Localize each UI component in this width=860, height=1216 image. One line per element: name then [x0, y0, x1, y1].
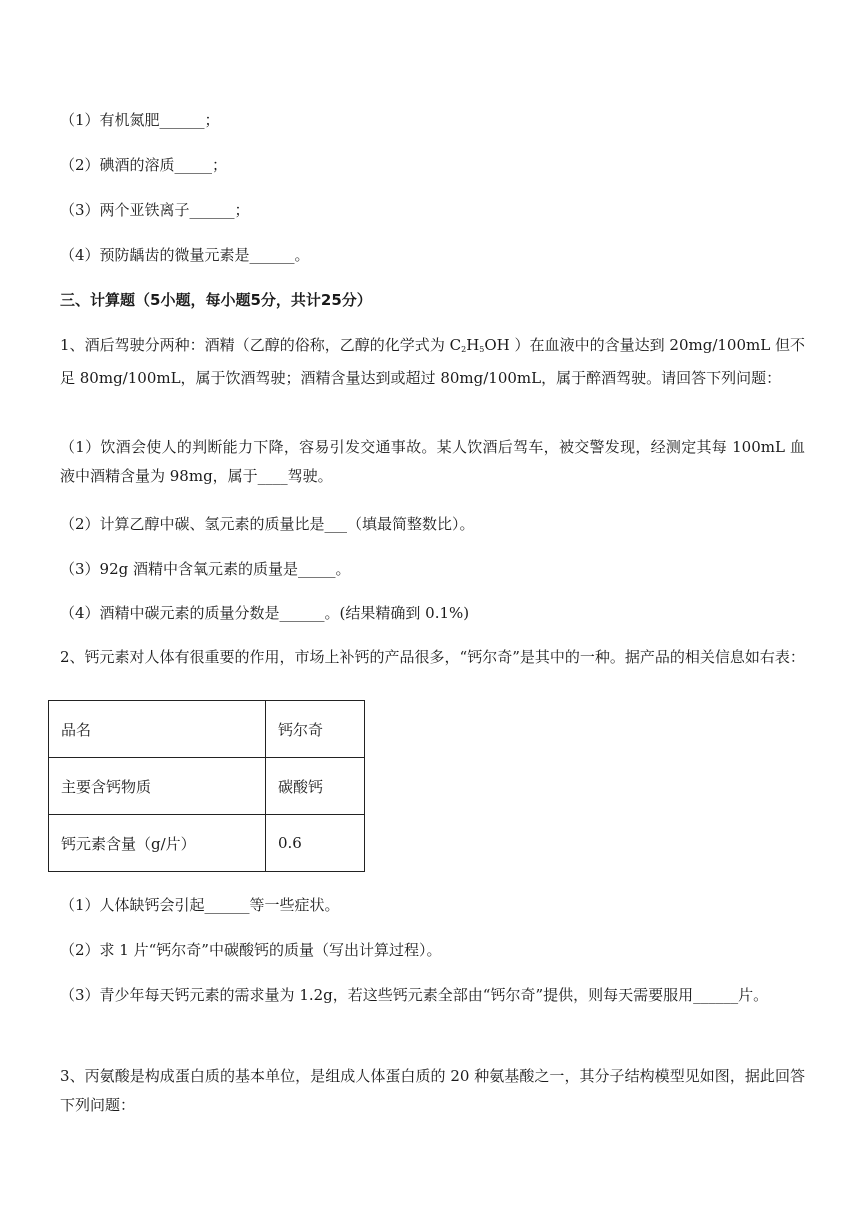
section-3-heading: 三、计算题（5小题，每小题5分，共计25分）: [60, 291, 372, 309]
table-cell: 0.6: [266, 815, 365, 872]
q1-sub-2: 5: [479, 345, 485, 354]
table-row: [49, 701, 365, 758]
q1-sub-1: 2: [461, 345, 467, 354]
question-1-part-2: （2）计算乙醇中碳、氢元素的质量比是___（填最简整数比）。: [60, 515, 475, 533]
question-3-stem: 3、丙氨酸是构成蛋白质的基本单位，是组成人体蛋白质的 20 种氨基酸之一，其分子结构模型见如图，据此回答下列问题：: [60, 1067, 805, 1114]
part2-item-2: （2）碘酒的溶质_____；: [60, 156, 228, 174]
table-cell: 主要含钙物质: [49, 758, 266, 815]
table-cell: 钙元素含量（g/片）: [49, 815, 266, 872]
question-2-part-1: （1）人体缺钙会引起______等一些症状。: [60, 896, 340, 914]
question-2-stem: 2、钙元素对人体有很重要的作用，市场上补钙的产品很多，“钙尔奇”是其中的一种。据产品的相关信息如右表：: [60, 648, 805, 666]
q1-text-c: OH ）在血液中的含量达到 20mg/100mL 但不足 80mg/100mL，属于饮酒驾驶；酒精含量达到或超过 80mg/100mL，属于醉酒驾驶。请回答下列问题：: [60, 336, 805, 387]
question-1-part-1: （1）饮酒会使人的判断能力下降，容易引发交通事故。某人饮酒后驾车，被交警发现，经测定其每 100mL 血液中酒精含量为 98mg，属于____驾驶。: [60, 438, 805, 485]
question-1-stem: [60, 331, 805, 393]
q1-text-a: 1、酒后驾驶分两种：酒精（乙醇的俗称，乙醇的化学式为 C: [60, 336, 462, 354]
q1-text-b: H: [466, 336, 480, 354]
part2-item-1: （1）有机氮肥______；: [60, 111, 220, 129]
question-1-part-4: （4）酒精中碳元素的质量分数是______。(结果精确到 0.1%): [60, 604, 470, 622]
table-cell: 碳酸钙: [266, 758, 365, 815]
table-row: [49, 815, 365, 872]
table-cell: 品名: [49, 701, 266, 758]
question-2-part-2: （2）求 1 片“钙尔奇”中碳酸钙的质量（写出计算过程）。: [60, 941, 442, 959]
table-cell: 钙尔奇: [266, 701, 365, 758]
table-row: [49, 758, 365, 815]
product-info-table: [48, 700, 365, 872]
question-2-part-3: （3）青少年每天钙元素的需求量为 1.2g，若这些钙元素全部由“钙尔奇”提供，则每天需要服用______片。: [60, 986, 769, 1004]
part2-item-3: （3）两个亚铁离子______；: [60, 201, 250, 219]
question-1-part-3: （3）92g 酒精中含氧元素的质量是_____。: [60, 560, 351, 578]
part2-item-4: （4）预防龋齿的微量元素是______。: [60, 246, 310, 264]
